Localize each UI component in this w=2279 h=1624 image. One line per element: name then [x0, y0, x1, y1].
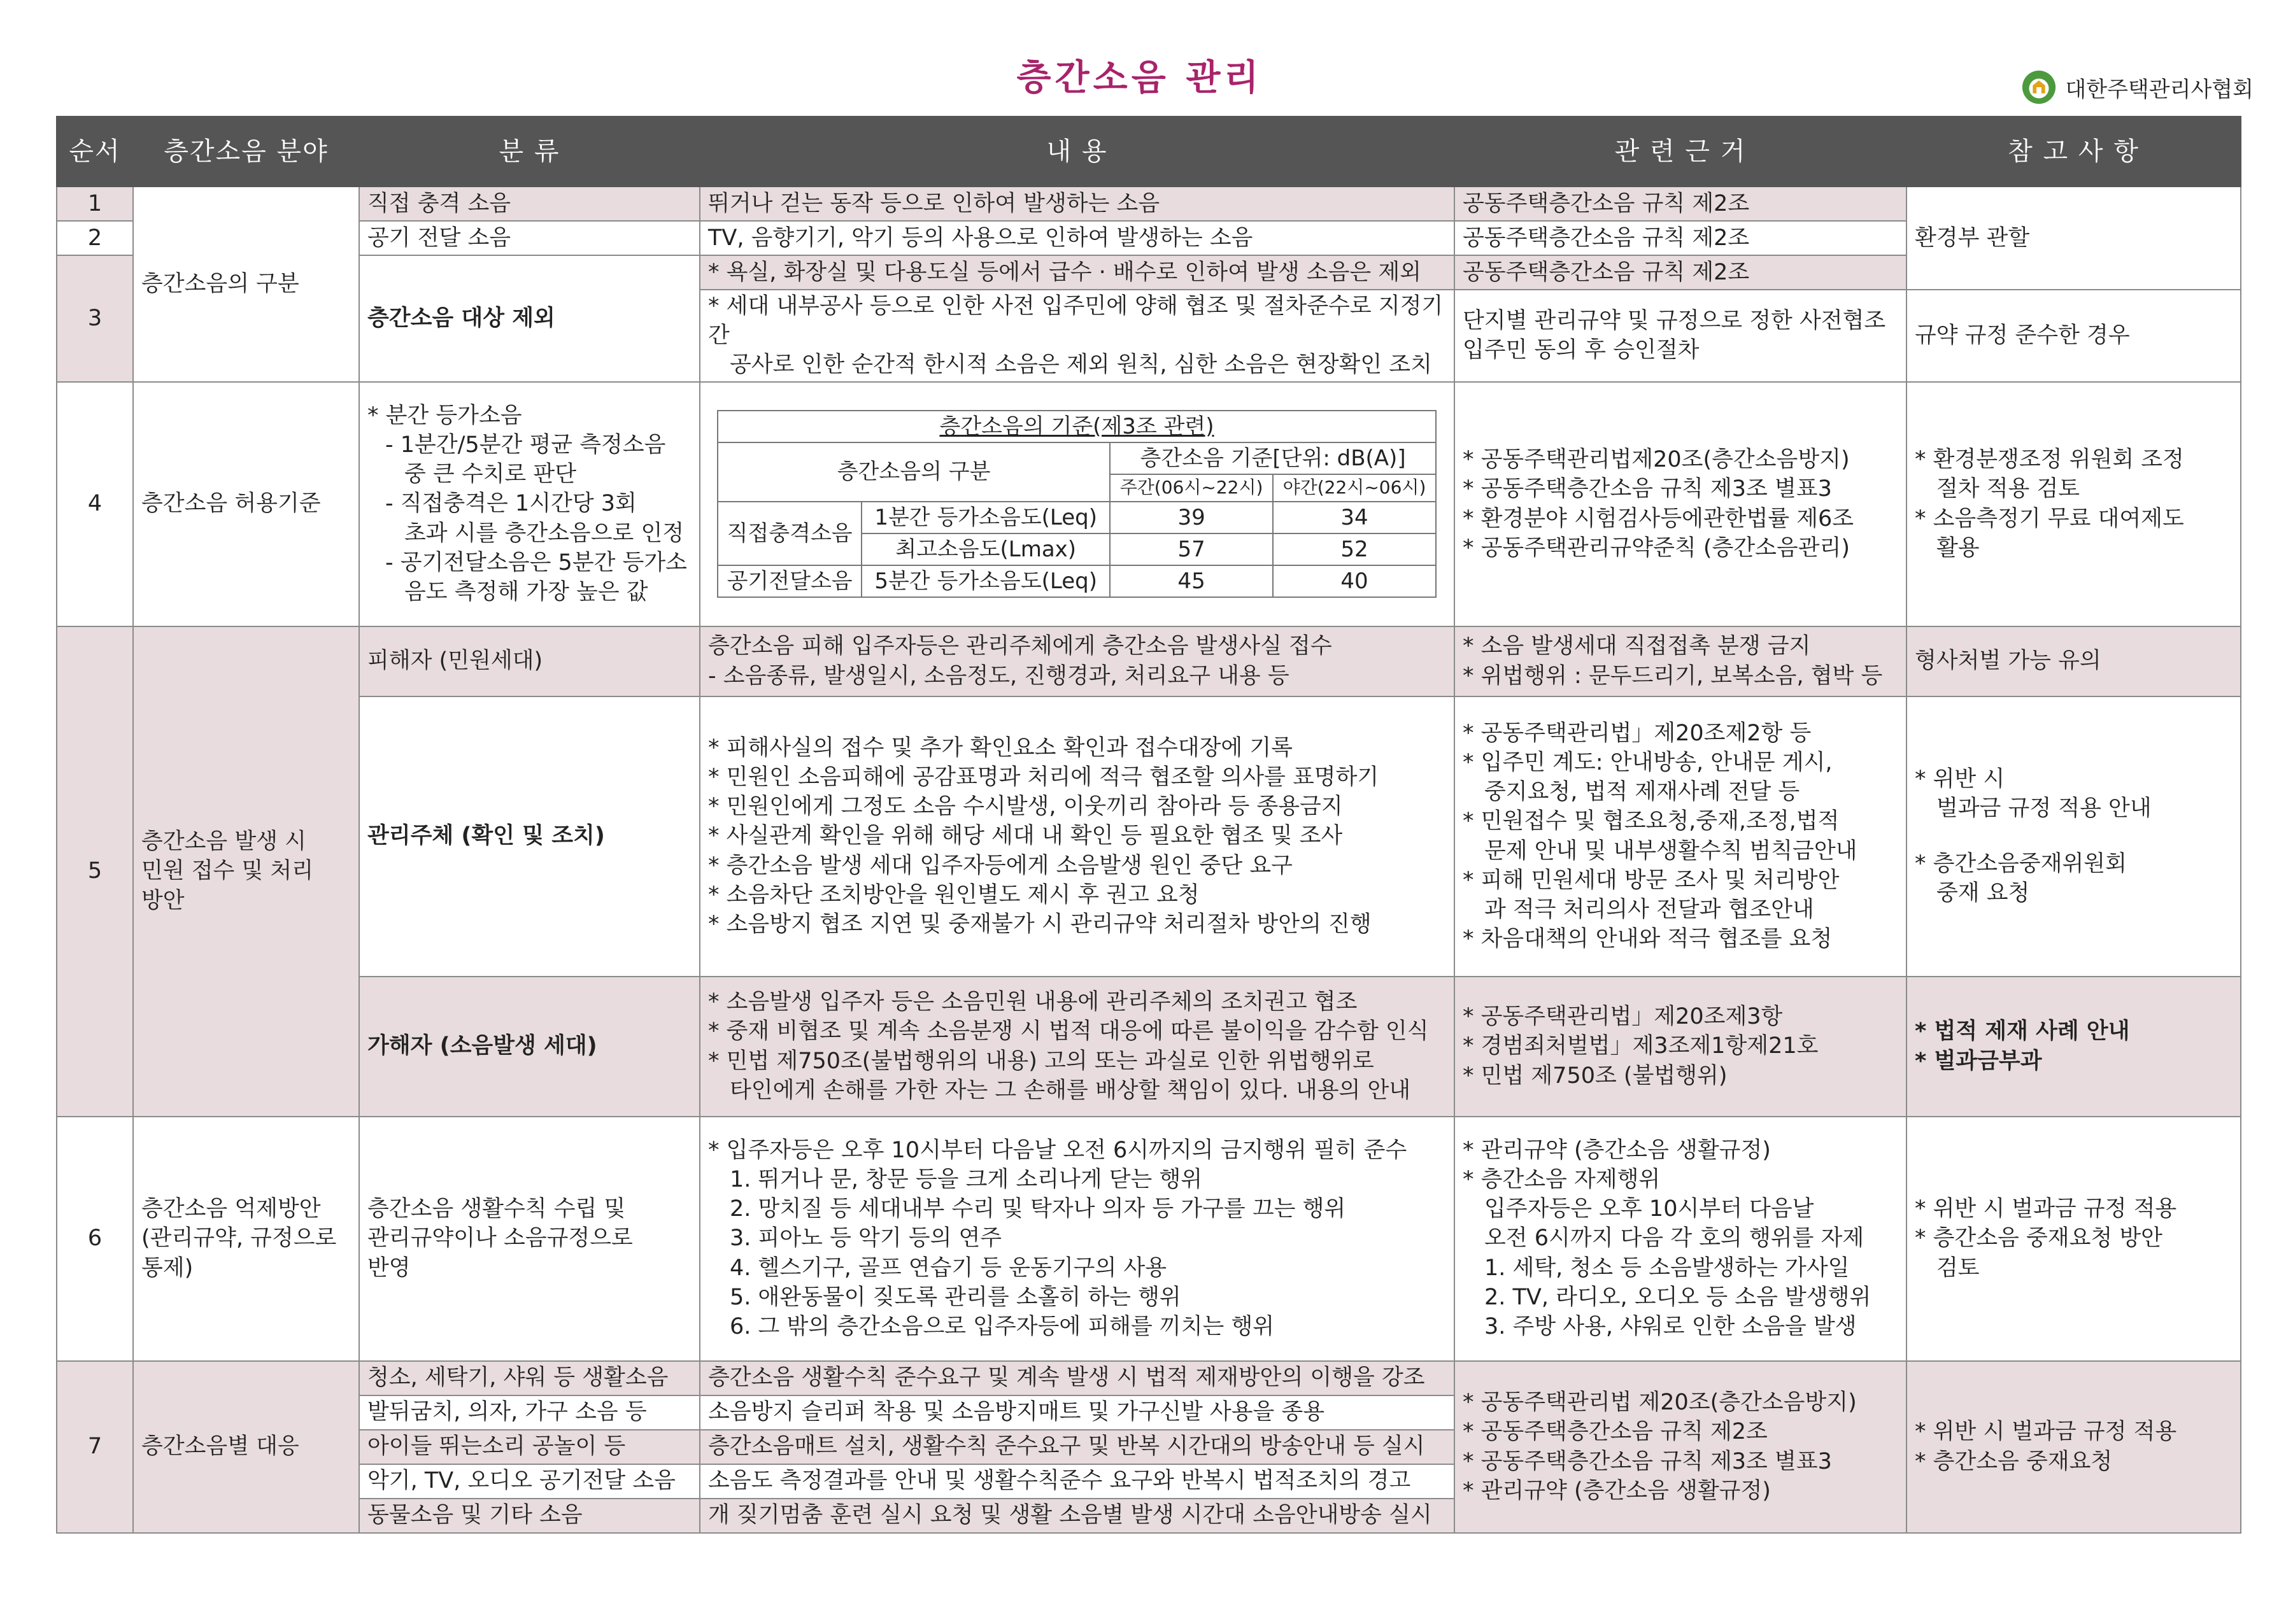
nighttime-value: 52: [1273, 533, 1436, 565]
row-number: 1: [57, 187, 133, 221]
row-category: 피해자 (민원세대): [359, 626, 700, 696]
table-row: [57, 1361, 2241, 1395]
standard-unit-header: 층간소음 기준[단위: dB(A)]: [1110, 442, 1436, 474]
header-basis: 관 련 근 거: [1454, 117, 1906, 187]
page-title: 층간소음 관리: [1016, 57, 1263, 99]
row-content: 층간소음 생활수칙 준수요구 및 계속 발생 시 법적 제재방안의 이행을 강조: [700, 1361, 1454, 1395]
row-content: * 입주자등은 오후 10시부터 다음날 오전 6시까지의 금지행위 필히 준수 1. 뛰거나 문, 창문 등을 크게 소리나게 닫는 행위 2. 망치질 등 세대내부 수리 및 탁자나 의자 등 가구를 끄는 행위 3. 피아노 등 악기 등의 연주 4. 헬스기구, 골프 연습기 등 운동기구의 사용 5. 애완동물이 짖도록 관리를 소홀히 하는 행위 6. 그 밖의 층간소음으로 입주자등에 피해를 끼치는 행위: [700, 1117, 1454, 1361]
row-basis: 공동주택층간소음 규칙 제2조: [1454, 221, 1906, 255]
row-category: 청소, 세탁기, 샤워 등 생활소음: [359, 1361, 700, 1395]
measure-label: 최고소음도(Lmax): [862, 533, 1110, 565]
org-header: [2020, 69, 2254, 106]
table-row: [57, 977, 2241, 1117]
group-direct-impact: 직접충격소음: [718, 502, 862, 565]
row-content: TV, 음향기기, 악기 등의 사용으로 인하여 발생하는 소음: [700, 221, 1454, 255]
row-category: 층간소음 생활수칙 수립 및 관리규약이나 소음규정으로 반영: [359, 1117, 700, 1361]
row-basis: 단지별 관리규약 및 규정으로 정한 사전협조 입주민 동의 후 승인절차: [1454, 290, 1906, 382]
header-category: 분 류: [359, 117, 700, 187]
row-category: 관리주체 (확인 및 조치): [359, 696, 700, 977]
row-number: 6: [57, 1117, 133, 1361]
row-number: 5: [57, 626, 133, 1117]
nighttime-value: 34: [1273, 502, 1436, 533]
daytime-value: 45: [1110, 565, 1273, 597]
table-row: [57, 696, 2241, 977]
row-basis: 공동주택층간소음 규칙 제2조: [1454, 187, 1906, 221]
row-basis: * 관리규약 (층간소음 생활규정) * 층간소음 자제행위 입주자등은 오후 10시부터 다음날 오전 6시까지 다음 각 호의 행위를 자제 1. 세탁, 청소 등 소음발생하는 가사일 2. TV, 라디오, 오디오 등 소음 발생행위 3. 주방 사용, 샤워로 인한 소음을 발생: [1454, 1117, 1906, 1361]
table-row: [57, 1117, 2241, 1361]
row-content: * 세대 내부공사 등으로 인한 사전 입주민에 양해 협조 및 절차준수로 지정기간 공사로 인한 순간적 한시적 소음은 제외 원칙, 심한 소음은 현장확인 조치: [700, 290, 1454, 382]
table-row: [57, 382, 2241, 626]
row-category: 아이들 뛰는소리 공놀이 등: [359, 1430, 700, 1464]
row-basis: * 소음 발생세대 직접접촉 분쟁 금지 * 위법행위 : 문두드리기, 보복소음, 협박 등: [1454, 626, 1906, 696]
nighttime-header: 야간(22시~06시): [1273, 474, 1436, 501]
row-content: 개 짖기멈춤 훈련 실시 요청 및 생활 소음별 발생 시간대 소음안내방송 실시: [700, 1499, 1454, 1533]
header-row: [57, 117, 2241, 187]
standard-type-header: 층간소음의 구분: [718, 442, 1110, 502]
row-category: 발뒤굼치, 의자, 가구 소음 등: [359, 1395, 700, 1430]
row-reference: 규약 규정 준수한 경우: [1906, 290, 2241, 382]
row-category: 층간소음 대상 제외: [359, 255, 700, 382]
row-number: 4: [57, 382, 133, 626]
row-content: 층간소음매트 설치, 생활수칙 준수요구 및 반복 시간대의 방송안내 등 실시: [700, 1430, 1454, 1464]
row-basis: * 공동주택관리법」제20조제3항 * 경범죄처벌법」제3조제1항제21호 * 민법 제750조 (불법행위): [1454, 977, 1906, 1117]
row-category: 직접 충격 소음: [359, 187, 700, 221]
table-row: [57, 187, 2241, 221]
header-field: 층간소음 분야: [133, 117, 359, 187]
row-content: [700, 382, 1454, 626]
row-basis: 공동주택층간소음 규칙 제2조: [1454, 255, 1906, 290]
measure-label: 1분간 등가소음도(Leq): [862, 502, 1110, 533]
row-number: 7: [57, 1361, 133, 1533]
row-category: 공기 전달 소음: [359, 221, 700, 255]
row-category: * 분간 등가소음 - 1분간/5분간 평균 측정소음 중 큰 수치로 판단 - 직접충격은 1시간당 3회 초과 시를 층간소음으로 인정 - 공기전달소음은 5분간 등가소 음도 측정해 가장 높은 값: [359, 382, 700, 626]
daytime-value: 57: [1110, 533, 1273, 565]
row-content: * 피해사실의 접수 및 추가 확인요소 확인과 접수대장에 기록 * 민원인 소음피해에 공감표명과 처리에 적극 협조할 의사를 표명하기 * 민원인에게 그정도 소음 수시발생, 이웃끼리 참아라 등 종용금지 * 사실관계 확인을 위해 해당 세대 내 확인 등 필요한 협조 및 조사 * 층간소음 발생 세대 입주자등에게 소음발생 원인 중단 요구 * 소음차단 조치방안을 원인별도 제시 후 권고 요청 * 소음방지 협조 지연 및 중재불가 시 관리규약 처리절차 방안의 진행: [700, 696, 1454, 977]
row-reference: * 위반 시 벌과금 규정 적용 * 층간소음 중재요청: [1906, 1361, 2241, 1533]
noise-standard-table: [717, 410, 1437, 598]
row-category: 동물소음 및 기타 소음: [359, 1499, 700, 1533]
standard-caption: 층간소음의 기준(제3조 관련): [718, 411, 1436, 442]
row-number: 3: [57, 255, 133, 382]
row-reference: * 위반 시 벌과금 규정 적용 안내 * 층간소음중재위원회 중재 요청: [1906, 696, 2241, 977]
row-field: 층간소음 억제방안 (관리규약, 규정으로 통제): [133, 1117, 359, 1361]
row-content: 층간소음 피해 입주자등은 관리주체에게 층간소음 발생사실 접수 - 소음종류, 발생일시, 소음정도, 진행경과, 처리요구 내용 등: [700, 626, 1454, 696]
org-name: 대한주택관리사협회: [2065, 76, 2254, 102]
row-content: 소음도 측정결과를 안내 및 생활수칙준수 요구와 반복시 법적조치의 경고: [700, 1464, 1454, 1499]
row-reference: * 환경분쟁조정 위원회 조정 절차 적용 검토 * 소음측정기 무료 대여제도 활용: [1906, 382, 2241, 626]
row-field: 층간소음 발생 시 민원 접수 및 처리 방안: [133, 626, 359, 1117]
row-content: 뛰거나 걷는 동작 등으로 인하여 발생하는 소음: [700, 187, 1454, 221]
daytime-value: 39: [1110, 502, 1273, 533]
row-basis: * 공동주택관리법 제20조(층간소음방지) * 공동주택층간소음 규칙 제2조 * 공동주택층간소음 규칙 제3조 별표3 * 관리규약 (층간소음 생활규정): [1454, 1361, 1906, 1533]
row-field: 층간소음별 대응: [133, 1361, 359, 1533]
nighttime-value: 40: [1273, 565, 1436, 597]
row-category: 가해자 (소음발생 세대): [359, 977, 700, 1117]
row-content: 소음방지 슬리퍼 착용 및 소음방지매트 및 가구신발 사용을 종용: [700, 1395, 1454, 1430]
row-basis: * 공동주택관리법제20조(층간소음방지) * 공동주택층간소음 규칙 제3조 별표3 * 환경분야 시험검사등에관한법률 제6조 * 공동주택관리규약준칙 (층간소음관리): [1454, 382, 1906, 626]
table-row: [57, 626, 2241, 696]
row-basis: * 공동주택관리법」제20조제2항 등 * 입주민 계도: 안내방송, 안내문 게시, 중지요청, 법적 제재사례 전달 등 * 민원접수 및 협조요청,중재,조정,법적 문제 안내 및 내부생활수칙 범칙금안내 * 피해 민원세대 방문 조사 및 처리방안 과 적극 처리의사 전달과 협조안내 * 차음대책의 안내와 적극 협조를 요청: [1454, 696, 1906, 977]
row-content: * 욕실, 화장실 및 다용도실 등에서 급수 · 배수로 인하여 발생 소음은 제외: [700, 255, 1454, 290]
noise-management-table: [56, 116, 2241, 1534]
association-logo-icon: [2020, 69, 2057, 106]
header-reference: 참 고 사 항: [1906, 117, 2241, 187]
row-reference: * 법적 제재 사례 안내 * 벌과금부과: [1906, 977, 2241, 1117]
row-field: 층간소음의 구분: [133, 187, 359, 382]
row-reference: 환경부 관할: [1906, 187, 2241, 290]
row-reference: * 위반 시 벌과금 규정 적용 * 층간소음 중재요청 방안 검토: [1906, 1117, 2241, 1361]
header-content: 내 용: [700, 117, 1454, 187]
measure-label: 5분간 등가소음도(Leq): [862, 565, 1110, 597]
row-content: * 소음발생 입주자 등은 소음민원 내용에 관리주체의 조치권고 협조 * 중재 비협조 및 계속 소음분쟁 시 법적 대응에 따른 불이익을 감수함 인식 * 민법 제750조(불법행위의 내용) 고의 또는 과실로 인한 위법행위로 타인에게 손해를 가한 자는 그 손해를 배상할 책임이 있다. 내용의 안내: [700, 977, 1454, 1117]
row-category: 악기, TV, 오디오 공기전달 소음: [359, 1464, 700, 1499]
daytime-header: 주간(06시~22시): [1110, 474, 1273, 501]
row-number: 2: [57, 221, 133, 255]
header-no: 순서: [57, 117, 133, 187]
group-airborne: 공기전달소음: [718, 565, 862, 597]
row-field: 층간소음 허용기준: [133, 382, 359, 626]
row-reference: 형사처벌 가능 유의: [1906, 626, 2241, 696]
